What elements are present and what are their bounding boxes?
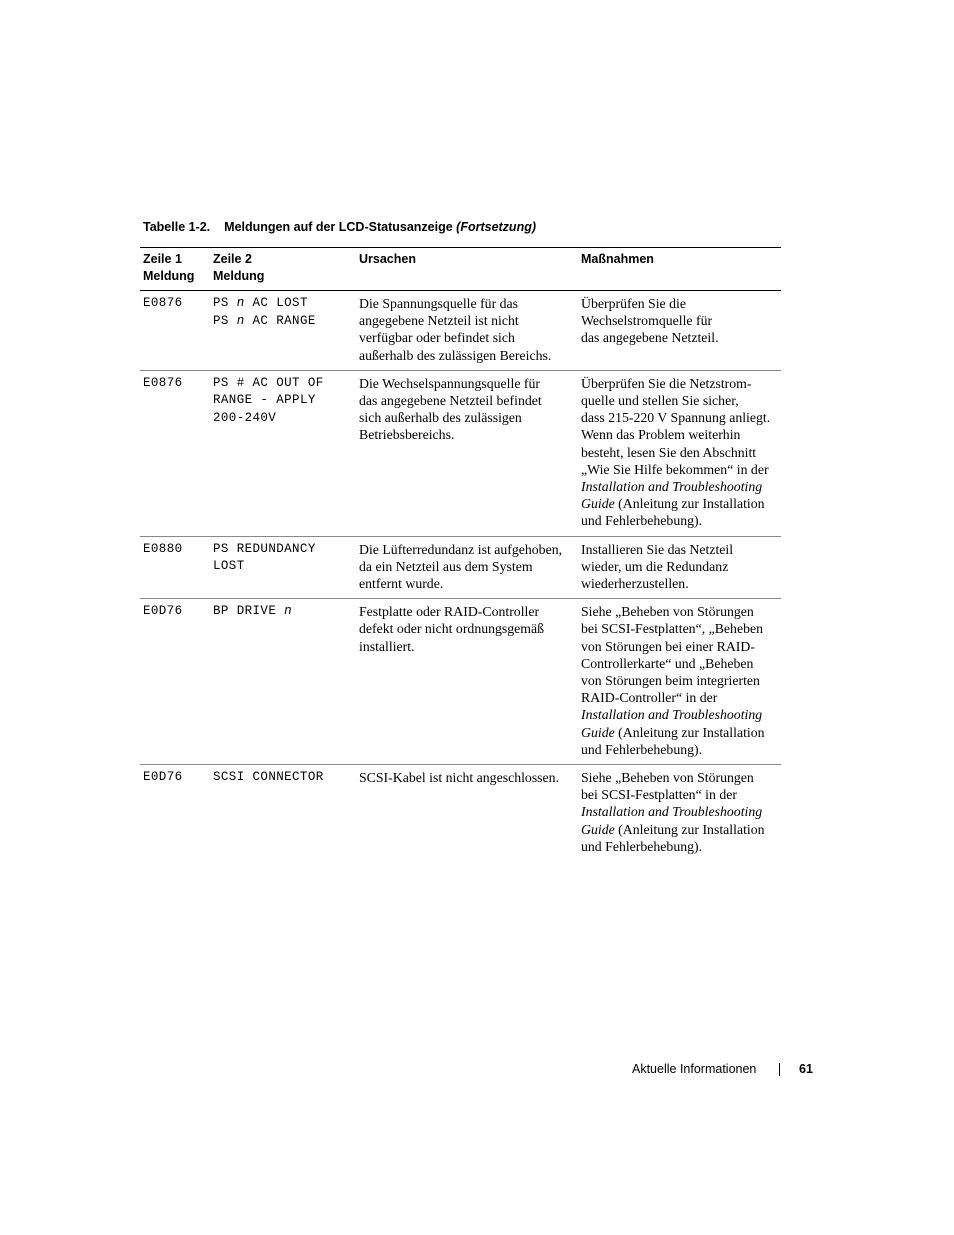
cause-text: Die Spannungsquelle für das (359, 296, 519, 311)
table-caption (143, 220, 536, 234)
action-text: Controllerkarte“ und „Beheben (581, 655, 754, 671)
cause-text: da ein Netzteil aus dem System (359, 558, 533, 574)
cause-text: Betriebsbereichs. (359, 427, 455, 443)
line2-text: 200-240V (213, 410, 277, 425)
line2-text: RANGE - APPLY (213, 393, 316, 408)
action-text: das angegebene Netzteil. (581, 330, 719, 346)
cell-line2-message (213, 536, 359, 599)
cell-line1-code: E0876 (140, 291, 213, 371)
cell-line1-code: E0D76 (140, 599, 213, 765)
line2-text: BP DRIVE n (213, 604, 293, 619)
line2-text: LOST (213, 559, 245, 574)
action-text: besteht, lesen Sie den Abschnitt (581, 444, 757, 460)
cell-line2-message (213, 291, 359, 371)
table-body (140, 291, 781, 862)
cell-line1-code: E0876 (140, 370, 213, 536)
table-row (140, 370, 781, 536)
action-text: Wechselstromquelle für (581, 313, 713, 329)
action-text: Installation and Troubleshooting (581, 804, 763, 820)
action-text: wieder, um die Redundanz (581, 558, 729, 574)
cell-actions (581, 765, 781, 862)
cause-text: angegebene Netzteil ist nicht (359, 313, 519, 329)
table-row (140, 291, 781, 371)
cause-text: Die Lüfterredundanz ist aufgehoben, (359, 541, 563, 557)
action-text: Siehe „Beheben von Störungen (581, 770, 754, 786)
cause-text: Die Wechselspannungsquelle für (359, 375, 541, 391)
action-text: Wenn das Problem weiterhin (581, 427, 741, 443)
footer-divider (779, 1063, 780, 1076)
action-text: bei SCSI-Festplatten“, „Beheben (581, 621, 764, 637)
action-text: Guide (Anleitung zur Installation (581, 821, 765, 837)
cause-text: installiert. (359, 638, 415, 654)
header-causes: Ursachen (359, 248, 581, 291)
action-text: Siehe „Beheben von Störungen (581, 604, 754, 620)
cell-causes (359, 765, 581, 862)
action-text: „Wie Sie Hilfe bekommen“ in der (581, 461, 769, 477)
line2-text: SCSI CONNECTOR (213, 770, 324, 785)
table-header-row (140, 248, 781, 291)
header-line1-message: Zeile 1 Meldung (140, 248, 213, 291)
line2-text: PS REDUNDANCY (213, 541, 316, 556)
page-number: 61 (799, 1062, 813, 1076)
cell-actions (581, 291, 781, 371)
line2-text: PS n AC LOST (213, 296, 308, 310)
cause-text: entfernt wurde. (359, 576, 444, 592)
action-text: Installation and Troubleshooting (581, 707, 763, 723)
cell-actions (581, 370, 781, 536)
cell-line2-message (213, 765, 359, 862)
action-text: RAID-Controller“ in der (581, 690, 718, 706)
cell-line1-code: E0D76 (143, 770, 183, 785)
cause-text: defekt oder nicht ordnungsgemäß (359, 621, 545, 637)
action-text: und Fehlerbehebung). (581, 513, 703, 529)
action-text: und Fehlerbehebung). (581, 838, 703, 854)
action-text: bei SCSI-Festplatten“ in der (581, 787, 737, 803)
cell-line2-message (213, 370, 359, 536)
table-row (140, 536, 781, 599)
footer-section-title: Aktuelle Informationen (632, 1062, 757, 1076)
cell-line2-message (213, 599, 359, 765)
cause-text: Festplatte oder RAID-Controller (359, 604, 540, 620)
cell-causes (359, 599, 581, 765)
action-text: Guide (Anleitung zur Installation (581, 724, 765, 740)
action-text: Überprüfen Sie die (581, 296, 686, 311)
cell-causes (359, 370, 581, 536)
line2-text: PS n AC RANGE (213, 313, 316, 328)
cell-causes (359, 536, 581, 599)
cause-text: das angegebene Netzteil befindet (359, 393, 542, 409)
action-text: und Fehlerbehebung). (581, 741, 703, 757)
action-text: quelle und stellen Sie sicher, (581, 393, 739, 409)
header-line2-message: Zeile 2 Meldung (213, 248, 359, 291)
caption-title: Meldungen auf der LCD-Statusanzeige (224, 220, 453, 234)
action-text: wiederherzustellen. (581, 576, 689, 592)
cause-text: sich außerhalb des zulässigen (359, 410, 522, 426)
action-text: von Störungen beim integrierten (581, 673, 760, 689)
action-text: dass 215-220 V Spannung anliegt. (581, 410, 771, 426)
caption-label: Tabelle 1-2. (143, 220, 211, 234)
cell-actions (581, 599, 781, 765)
cell-line1-code: E0880 (140, 536, 213, 599)
action-text: von Störungen bei einer RAID- (581, 638, 755, 654)
cell-actions (581, 536, 781, 599)
action-text: Installieren Sie das Netzteil (581, 541, 734, 557)
lcd-messages-table (140, 247, 781, 861)
action-text: Guide (Anleitung zur Installation (581, 496, 765, 512)
caption-suffix: (Fortsetzung) (456, 220, 537, 234)
line2-text: PS # AC OUT OF (213, 375, 324, 390)
cell-causes (359, 291, 581, 371)
table-row (140, 765, 781, 862)
header-actions: Maßnahmen (581, 248, 781, 291)
cause-text: SCSI-Kabel ist nicht angeschlossen. (359, 770, 560, 786)
cause-text: außerhalb des zulässigen Bereichs. (359, 347, 552, 363)
table-row (140, 599, 781, 765)
cause-text: verfügbar oder befindet sich (359, 330, 515, 346)
action-text: Installation and Troubleshooting (581, 479, 763, 495)
action-text: Überprüfen Sie die Netzstrom- (581, 375, 752, 391)
